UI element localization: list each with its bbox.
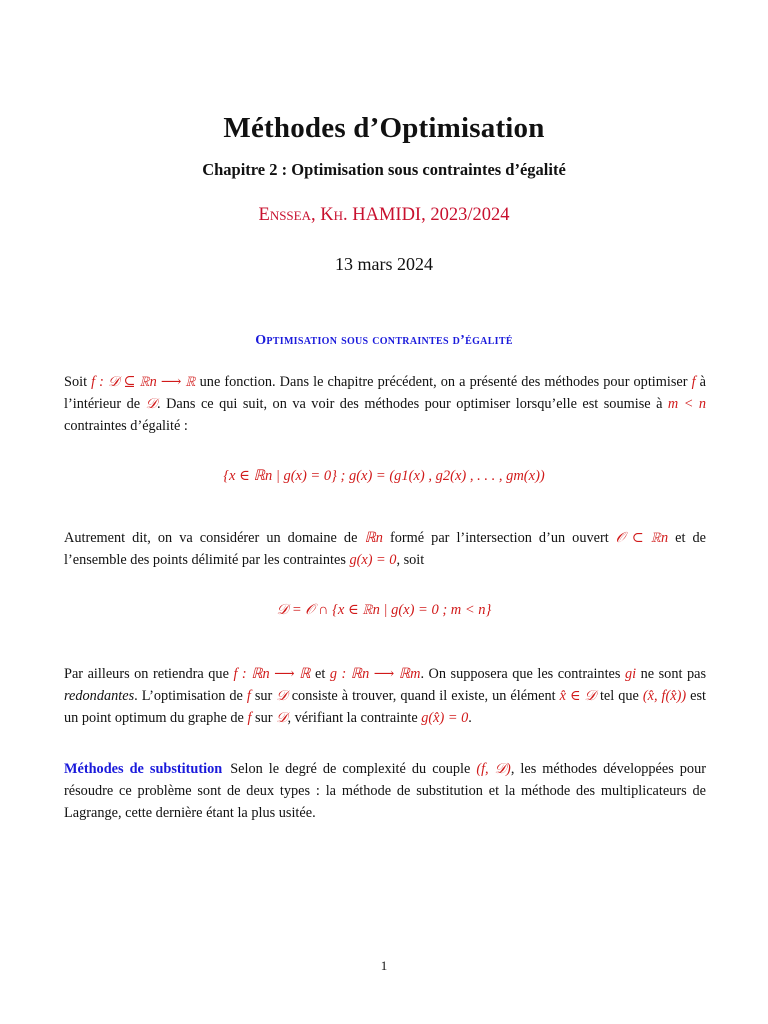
math-run: f	[691, 374, 696, 390]
text-run: . Dans ce qui suit, on va voir des méthodes pour optimiser lorsqu’elle est soumise à	[157, 396, 668, 412]
text-run: est un point optimum du graphe de	[64, 688, 706, 726]
math-run: m < n	[667, 396, 706, 412]
math-run: g : ℝn ⟶ ℝm	[329, 666, 421, 682]
section-heading: Optimisation sous contraintes d’égalité	[255, 333, 513, 348]
document-author: Enssea, Kh. HAMIDI, 2023/2024	[258, 205, 510, 225]
document-subtitle: Chapitre 2 : Optimisation sous contraintes d’égalité	[202, 160, 566, 179]
math-run: f : ℝn ⟶ ℝ	[233, 666, 311, 682]
text-run: ne sont pas	[636, 666, 707, 682]
text-run: . On supposera que les contraintes	[420, 666, 625, 682]
text-run: et	[310, 666, 330, 682]
math-run: f : 𝒟 ⊆ ℝn ⟶ ℝ	[91, 374, 196, 390]
text-run: à l’intérieur de	[64, 374, 707, 412]
document-date: 13 mars 2024	[335, 254, 433, 274]
math-run: 𝒟	[276, 688, 288, 704]
emphasis-text: redondantes	[64, 688, 135, 704]
math-run: (f, 𝒟)	[476, 761, 511, 777]
math-run: f	[246, 688, 251, 704]
math-run: 𝒟	[276, 710, 288, 726]
text-run: , vérifiant la contrainte	[287, 710, 422, 726]
math-run: ℝn	[364, 530, 383, 546]
text-run: Selon le degré de complexité du couple	[230, 761, 477, 777]
display-equation-2: 𝒟 = 𝒪 ∩ {x ∈ ℝn | g(x) = 0 ; m < n}	[276, 602, 492, 618]
math-run: 𝒪 ⊂ ℝn	[615, 530, 669, 546]
document-title: Méthodes d’Optimisation	[223, 112, 545, 144]
math-run: (x̂, f(x̂))	[642, 688, 687, 704]
text-run: contraintes d’égalité :	[64, 418, 188, 434]
text-run: consiste à trouver, quand il existe, un élément	[287, 688, 560, 704]
text-run: Par ailleurs on retiendra que	[64, 666, 234, 682]
text-run: une fonction. Dans le chapitre précédent, on a présenté des méthodes pour optimiser	[195, 374, 692, 390]
paragraph-intro	[64, 371, 706, 437]
math-run: x̂ ∈ 𝒟	[559, 688, 596, 704]
display-equation-1: {x ∈ ℝn | g(x) = 0} ; g(x) = (g1(x) , g2(x) , . . . , gm(x))	[223, 468, 545, 484]
text-run: formé par l’intersection d’un ouvert	[382, 530, 616, 546]
text-run: Soit	[64, 374, 92, 390]
paragraph-domain	[64, 527, 706, 571]
math-run: 𝒟	[145, 396, 158, 412]
math-run: gi	[624, 666, 637, 682]
math-run: g(x̂) = 0	[421, 710, 469, 726]
text-run: tel que	[595, 688, 643, 704]
text-run: sur	[250, 688, 277, 704]
paragraph-substitution	[64, 758, 706, 824]
paragraph-heading: Méthodes de substitution	[64, 761, 223, 777]
paragraph-constraints	[64, 663, 706, 729]
math-run: g(x) = 0	[349, 552, 397, 568]
text-run: Autrement dit, on va considérer un domaine de	[64, 530, 365, 546]
text-run: .	[468, 710, 472, 726]
text-run: , soit	[396, 552, 425, 568]
page-number: 1	[380, 958, 388, 973]
math-run: f	[247, 710, 252, 726]
text-run: , les méthodes développées pour résoudre ce problème sont de deux types : la méthode de substitution et la méthode des multiplicateurs de Lagrange, cette dernière étant la plus usitée.	[64, 761, 706, 821]
text-run: . L’optimisation de	[134, 688, 247, 704]
text-run: et de l’ensemble des points délimité par les contraintes	[64, 530, 706, 568]
text-run: sur	[251, 710, 277, 726]
